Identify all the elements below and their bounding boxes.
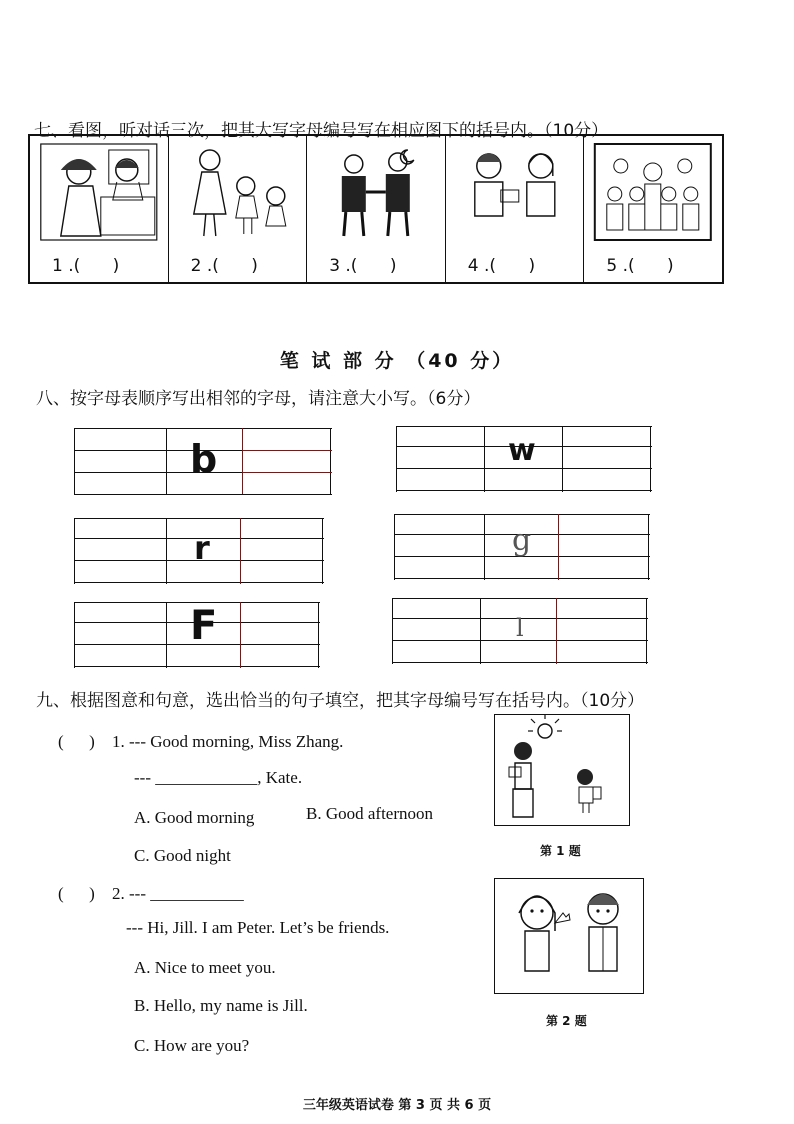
- answer-blank-3[interactable]: 3 .( ): [329, 256, 397, 276]
- q2-option-b: B. Hello, my name is Jill.: [134, 996, 308, 1015]
- q1-option-b: B. Good afternoon: [306, 804, 434, 823]
- given-letter-l: l: [516, 614, 524, 642]
- q1-option-a: A. Good morning: [134, 808, 255, 827]
- q1-picture-caption: 第 1 题: [540, 844, 581, 858]
- introduction-illustration: [495, 879, 643, 993]
- section-8-title: 八、按字母表顺序写出相邻的字母，请注意大小写。（6分）: [36, 389, 481, 409]
- letter-grid-l: [392, 598, 648, 664]
- letter-grid-r: [74, 518, 324, 584]
- picture-panel-1: [30, 136, 169, 282]
- given-letter-w: w: [508, 433, 536, 468]
- answer-paren-2[interactable]: ( ): [58, 884, 95, 903]
- letter-grid-g: [394, 514, 650, 580]
- page-footer: 三年级英语试卷 第 3 页 共 6 页: [302, 1098, 492, 1113]
- mother-and-children-illustration: [175, 142, 301, 242]
- q2-response: --- Hi, Jill. I am Peter. Let’s be friends.: [126, 918, 390, 937]
- giving-gift-illustration: [452, 142, 578, 242]
- q1-option-c: C. Good night: [134, 846, 231, 865]
- washing-face-illustration: [36, 142, 162, 242]
- q1-picture: [494, 714, 630, 826]
- written-part-title: 笔 试 部 分 （40 分）: [279, 350, 515, 372]
- picture-panel-5: [584, 136, 722, 282]
- section-9-title: 九、根据图意和句意，选出恰当的句子填空，把其字母编号写在括号内。（10分）: [36, 691, 645, 711]
- section-7-title: 七、看图，听对话三次，把其大写字母编号写在相应图下的括号内。（10分）: [34, 121, 609, 141]
- given-letter-b: b: [190, 437, 218, 481]
- picture-panel-3: [307, 136, 446, 282]
- letter-grid-b: [74, 428, 332, 494]
- given-letter-r: r: [194, 529, 210, 567]
- q1-response: --- ____________, Kate.: [134, 768, 303, 787]
- answer-blank-1[interactable]: 1 .( ): [52, 256, 120, 276]
- q2-option-c: C. How are you?: [134, 1036, 250, 1055]
- q2-prompt: 2. --- ___________: [112, 884, 244, 903]
- listening-picture-strip: [28, 134, 724, 284]
- answer-paren-1[interactable]: ( ): [58, 732, 95, 751]
- given-letter-F: F: [190, 603, 218, 649]
- family-photo-illustration: [590, 142, 716, 242]
- picture-panel-2: [169, 136, 308, 282]
- morning-greeting-illustration: [495, 715, 629, 825]
- answer-blank-5[interactable]: 5 .( ): [606, 256, 674, 276]
- q2-picture-caption: 第 2 题: [546, 1014, 587, 1028]
- given-letter-g: g: [512, 523, 532, 558]
- picture-panel-4: [446, 136, 585, 282]
- q2-option-a: A. Nice to meet you.: [134, 958, 276, 977]
- handshake-night-illustration: [313, 142, 439, 242]
- letter-grid-F: [74, 602, 320, 668]
- q1-prompt: 1. --- Good morning, Miss Zhang.: [112, 732, 344, 751]
- answer-blank-2[interactable]: 2 .( ): [190, 256, 258, 276]
- answer-blank-4[interactable]: 4 .( ): [467, 256, 536, 276]
- letter-grid-w: [396, 426, 652, 492]
- q2-picture: [494, 878, 644, 994]
